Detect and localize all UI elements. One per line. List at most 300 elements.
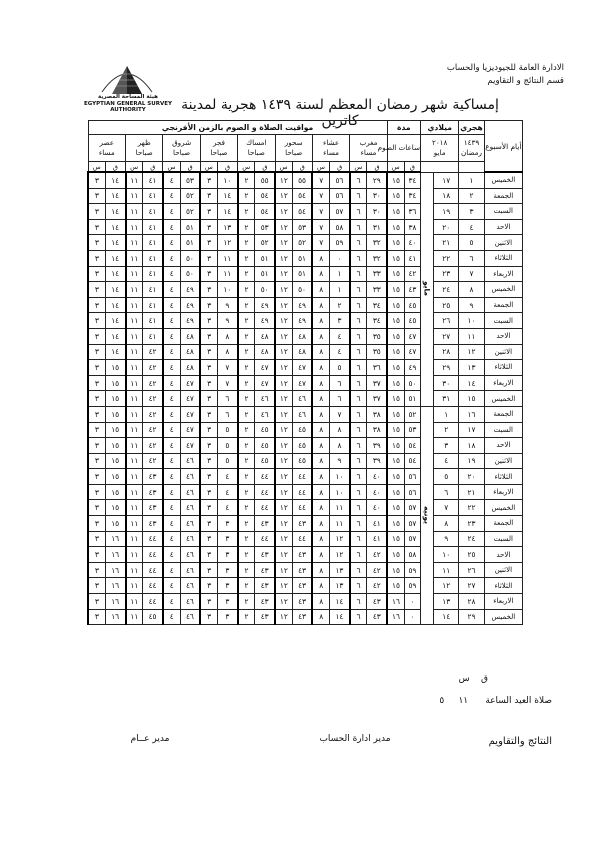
time-hours-cell: ١٢ [275, 500, 292, 516]
time-hours-cell: ١٥ [387, 469, 404, 485]
time-minutes-cell: ٤ [217, 469, 237, 485]
time-minutes-cell: ٥ [217, 453, 237, 469]
time-hours-cell: ٦ [350, 297, 367, 313]
time-hours-cell: ٢ [238, 438, 255, 454]
time-minutes-cell: ٤ [330, 328, 350, 344]
unit-s-header: س [275, 162, 292, 173]
time-hours-cell: ٣ [200, 469, 217, 485]
time-hours-cell: ٨ [312, 297, 329, 313]
time-minutes-cell: ١٤ [217, 188, 237, 204]
day-cell: الاربعاء [484, 266, 522, 282]
time-hours-cell: ٢ [238, 297, 255, 313]
time-hours-cell: ١٥ [387, 250, 404, 266]
time-hours-cell: ١١ [126, 391, 143, 407]
time-minutes-cell: ١٤ [105, 313, 125, 329]
time-minutes-cell: ٤٦ [180, 500, 200, 516]
time-hours-cell: ٦ [350, 282, 367, 298]
table-row [88, 188, 523, 204]
miladi-day-cell: ٧ [434, 500, 459, 516]
time-minutes-cell: ١٥ [105, 484, 125, 500]
time-hours-cell: ٤ [163, 453, 180, 469]
time-minutes-cell: ٤٣ [292, 562, 312, 578]
time-minutes-cell: ٤١ [143, 250, 163, 266]
time-hours-cell: ١١ [126, 375, 143, 391]
time-hours-cell: ٣ [200, 594, 217, 610]
hijri-day-cell: ٢٨ [459, 594, 484, 610]
time-hours-cell: ٢ [238, 594, 255, 610]
time-minutes-cell: ٤٠ [367, 500, 387, 516]
time-minutes-cell: ١٣ [330, 562, 350, 578]
miladi-day-cell: ١٢ [434, 578, 459, 594]
time-hours-cell: ١١ [126, 219, 143, 235]
time-hours-cell: ٦ [350, 375, 367, 391]
table-row [88, 594, 523, 610]
time-hours-cell: ٢ [238, 375, 255, 391]
hijri-day-cell: ١ [459, 172, 484, 188]
time-hours-cell: ٤ [163, 360, 180, 376]
time-minutes-cell: ٤٩ [292, 297, 312, 313]
time-minutes-cell: ١٤ [105, 188, 125, 204]
time-hours-cell: ٣ [200, 547, 217, 563]
time-hours-cell: ٦ [350, 188, 367, 204]
time-hours-cell: ١١ [126, 594, 143, 610]
time-hours-cell: ٣ [200, 344, 217, 360]
table-row [88, 266, 523, 282]
time-minutes-cell: ٤٨ [255, 328, 275, 344]
miladi-day-cell: ١٤ [434, 609, 459, 625]
month-label-june: يونيه [421, 406, 434, 624]
unit-s-header: س [126, 162, 143, 173]
time-hours-cell: ٦ [350, 360, 367, 376]
hijri-day-cell: ٢١ [459, 484, 484, 500]
time-hours-cell: ٦ [350, 344, 367, 360]
day-cell: الجمعة [484, 406, 522, 422]
time-minutes-cell: ١٢ [217, 235, 237, 251]
time-minutes-cell: ٠ [404, 594, 420, 610]
time-minutes-cell: ٣٧ [367, 375, 387, 391]
day-cell: الاثنين [484, 344, 522, 360]
time-hours-cell: ١٥ [387, 453, 404, 469]
time-minutes-cell: ٤٨ [180, 328, 200, 344]
signature-general-manager: مدير عــام [130, 734, 170, 744]
time-minutes-cell: ٤٤ [255, 500, 275, 516]
time-minutes-cell: ٣١ [367, 219, 387, 235]
time-hours-cell: ٦ [350, 406, 367, 422]
time-hours-cell: ١٢ [275, 344, 292, 360]
hijri-day-cell: ٢ [459, 188, 484, 204]
time-hours-cell: ٨ [312, 266, 329, 282]
time-minutes-cell: ٦ [217, 406, 237, 422]
time-minutes-cell: ٥٥ [292, 172, 312, 188]
time-hours-cell: ٢ [238, 204, 255, 220]
time-minutes-cell: ٤٤ [292, 469, 312, 485]
time-minutes-cell: ٥٢ [180, 188, 200, 204]
time-minutes-cell: ٦ [217, 391, 237, 407]
time-minutes-cell: ٥٨ [330, 219, 350, 235]
time-minutes-cell: ٤٦ [180, 453, 200, 469]
time-hours-cell: ٣ [200, 328, 217, 344]
time-hours-cell: ٣ [88, 188, 105, 204]
time-hours-cell: ٣ [200, 297, 217, 313]
unit-s-header: س [387, 162, 404, 173]
time-hours-cell: ٦ [350, 469, 367, 485]
eid-label: صلاة العيد الساعة [485, 696, 552, 706]
time-hours-cell: ١٥ [387, 282, 404, 298]
miladi-day-cell: ٢٢ [434, 250, 459, 266]
unit-s-header: س [200, 162, 217, 173]
day-cell: السبت [484, 313, 522, 329]
time-hours-cell: ٨ [312, 531, 329, 547]
miladi-day-cell: ٢ [434, 422, 459, 438]
time-hours-cell: ٤ [163, 250, 180, 266]
time-minutes-cell: ٣٣ [367, 282, 387, 298]
time-hours-cell: ٨ [312, 578, 329, 594]
table-row [88, 500, 523, 516]
time-hours-cell: ٣ [88, 500, 105, 516]
time-hours-cell: ٦ [350, 484, 367, 500]
time-minutes-cell: ١٣ [330, 578, 350, 594]
time-minutes-cell: ١٤ [105, 172, 125, 188]
time-hours-cell: ١٥ [387, 578, 404, 594]
time-hours-cell: ١٢ [275, 219, 292, 235]
time-minutes-cell: ٥٧ [404, 500, 420, 516]
time-minutes-cell: ١٦ [105, 609, 125, 625]
time-hours-cell: ٧ [312, 219, 329, 235]
time-minutes-cell: ٤٧ [292, 375, 312, 391]
time-minutes-cell: ٤٣ [292, 594, 312, 610]
time-minutes-cell: ٥٣ [292, 219, 312, 235]
time-minutes-cell: ٤٤ [143, 562, 163, 578]
miladi-day-cell: ١٣ [434, 594, 459, 610]
time-hours-cell: ٢ [238, 391, 255, 407]
time-minutes-cell: ٤٧ [292, 360, 312, 376]
time-hours-cell: ٤ [163, 578, 180, 594]
time-minutes-cell: ١٥ [105, 516, 125, 532]
time-hours-cell: ٧ [312, 188, 329, 204]
time-minutes-cell: ٤١ [143, 313, 163, 329]
organization-header [414, 62, 564, 88]
time-hours-cell: ١١ [126, 360, 143, 376]
hijri-day-cell: ١٠ [459, 313, 484, 329]
eid-unit-q: ق [481, 674, 488, 684]
table-row [88, 484, 523, 500]
day-cell: الخميس [484, 391, 522, 407]
time-minutes-cell: ٥٨ [404, 547, 420, 563]
time-minutes-cell: ٣٠ [367, 188, 387, 204]
time-minutes-cell: ٤٤ [255, 484, 275, 500]
time-minutes-cell: ٣ [217, 562, 237, 578]
time-hours-cell: ١١ [126, 609, 143, 625]
time-hours-cell: ١١ [126, 172, 143, 188]
table-row [88, 360, 523, 376]
time-hours-cell: ٦ [350, 500, 367, 516]
time-minutes-cell: ٤٨ [292, 328, 312, 344]
time-minutes-cell: ١٥ [105, 391, 125, 407]
time-hours-cell: ٤ [163, 282, 180, 298]
time-hours-cell: ٣ [88, 297, 105, 313]
time-hours-cell: ١٥ [387, 328, 404, 344]
table-row [88, 406, 523, 422]
time-minutes-cell: ١٥ [105, 360, 125, 376]
day-cell: الاثنين [484, 453, 522, 469]
time-minutes-cell: ٤٦ [180, 547, 200, 563]
unit-q-header: ق [143, 162, 163, 173]
time-hours-cell: ١١ [126, 500, 143, 516]
time-hours-cell: ٣ [200, 500, 217, 516]
time-hours-cell: ٤ [163, 484, 180, 500]
time-hours-cell: ١٥ [387, 172, 404, 188]
eid-unit-labels [428, 674, 488, 684]
time-hours-cell: ٧ [312, 172, 329, 188]
time-minutes-cell: ٤١ [143, 328, 163, 344]
time-minutes-cell: ٤٢ [367, 547, 387, 563]
time-hours-cell: ٤ [163, 406, 180, 422]
time-hours-cell: ١٥ [387, 406, 404, 422]
time-hours-cell: ٣ [200, 578, 217, 594]
unit-q-header: ق [404, 162, 420, 173]
time-minutes-cell: ٣ [217, 594, 237, 610]
time-minutes-cell: ٤٥ [143, 609, 163, 625]
day-cell: الخميس [484, 500, 522, 516]
time-hours-cell: ١٥ [387, 375, 404, 391]
time-hours-cell: ٣ [200, 250, 217, 266]
time-minutes-cell: ٤٠ [367, 484, 387, 500]
time-hours-cell: ٣ [88, 282, 105, 298]
time-hours-cell: ٧ [312, 235, 329, 251]
time-hours-cell: ٣ [88, 235, 105, 251]
time-hours-cell: ٣ [88, 391, 105, 407]
miladi-day-cell: ٢٤ [434, 282, 459, 298]
time-minutes-cell: ٤٢ [143, 360, 163, 376]
time-minutes-cell: ٤٦ [255, 406, 275, 422]
table-row [88, 516, 523, 532]
time-minutes-cell: ١٦ [105, 578, 125, 594]
time-hours-cell: ٣ [88, 594, 105, 610]
miladi-day-cell: ٢١ [434, 235, 459, 251]
time-minutes-cell: ١٤ [105, 250, 125, 266]
day-cell: الجمعة [484, 297, 522, 313]
day-cell: الاربعاء [484, 594, 522, 610]
time-hours-cell: ١١ [126, 313, 143, 329]
hijri-day-cell: ١٥ [459, 391, 484, 407]
time-hours-cell: ١١ [126, 516, 143, 532]
time-minutes-cell: ١٥ [105, 422, 125, 438]
time-minutes-cell: ٤٥ [255, 422, 275, 438]
time-minutes-cell: ٧ [217, 360, 237, 376]
time-minutes-cell: ٤٤ [143, 547, 163, 563]
time-hours-cell: ٢ [238, 266, 255, 282]
time-hours-cell: ٢ [238, 250, 255, 266]
day-cell: الجمعة [484, 516, 522, 532]
time-minutes-cell: ٤٦ [292, 391, 312, 407]
table-row [88, 328, 523, 344]
time-minutes-cell: ٤٢ [404, 266, 420, 282]
time-hours-cell: ١٢ [275, 266, 292, 282]
time-minutes-cell: ٤٥ [404, 297, 420, 313]
time-minutes-cell: ٥٤ [255, 188, 275, 204]
time-minutes-cell: ٤٧ [180, 422, 200, 438]
time-hours-cell: ١٦ [387, 594, 404, 610]
time-hours-cell: ٦ [350, 250, 367, 266]
time-hours-cell: ٢ [238, 188, 255, 204]
time-minutes-cell: ٤٣ [367, 594, 387, 610]
time-minutes-cell: ٤٣ [143, 500, 163, 516]
time-minutes-cell: ٧ [217, 375, 237, 391]
time-minutes-cell: ٤٣ [255, 594, 275, 610]
time-minutes-cell: ١٤ [105, 204, 125, 220]
time-minutes-cell: ١٥ [105, 375, 125, 391]
col-header-miladi: ميلادي [421, 121, 459, 135]
time-hours-cell: ٨ [312, 406, 329, 422]
time-minutes-cell: ٤٦ [180, 609, 200, 625]
time-hours-cell: ١١ [126, 578, 143, 594]
time-minutes-cell: ١٦ [105, 531, 125, 547]
time-minutes-cell: ٤٦ [180, 562, 200, 578]
time-minutes-cell: ٤٩ [404, 360, 420, 376]
table-row [88, 531, 523, 547]
day-cell: الخميس [484, 609, 522, 625]
time-minutes-cell: ١٤ [105, 297, 125, 313]
time-hours-cell: ٣ [88, 438, 105, 454]
time-minutes-cell: ١٤ [105, 282, 125, 298]
time-hours-cell: ٨ [312, 344, 329, 360]
hijri-day-cell: ٣ [459, 204, 484, 220]
time-hours-cell: ١٢ [275, 250, 292, 266]
time-minutes-cell: ٥٤ [404, 438, 420, 454]
logo-english-2: AUTHORITY [110, 107, 146, 113]
time-hours-cell: ١٥ [387, 516, 404, 532]
time-minutes-cell: ٤٣ [255, 578, 275, 594]
time-minutes-cell: ٤٨ [255, 344, 275, 360]
time-minutes-cell: ٥٢ [180, 204, 200, 220]
time-hours-cell: ٣ [88, 531, 105, 547]
time-hours-cell: ٣ [88, 562, 105, 578]
time-hours-cell: ١٢ [275, 453, 292, 469]
time-hours-cell: ١١ [126, 204, 143, 220]
time-hours-cell: ١١ [126, 422, 143, 438]
hijri-day-cell: ٢٤ [459, 531, 484, 547]
time-minutes-cell: ٥٦ [330, 188, 350, 204]
time-minutes-cell: ٤٤ [143, 594, 163, 610]
time-hours-cell: ٧ [312, 204, 329, 220]
time-hours-cell: ١٢ [275, 235, 292, 251]
table-row [88, 375, 523, 391]
hijri-day-cell: ٤ [459, 219, 484, 235]
miladi-day-cell: ١٩ [434, 204, 459, 220]
time-hours-cell: ٣ [88, 609, 105, 625]
time-minutes-cell: ٢ [330, 297, 350, 313]
time-minutes-cell: ٤٩ [255, 313, 275, 329]
day-cell: الاحد [484, 328, 522, 344]
time-minutes-cell: ٥٤ [404, 453, 420, 469]
time-hours-cell: ٣ [88, 360, 105, 376]
time-hours-cell: ٨ [312, 609, 329, 625]
time-minutes-cell: ٤٦ [180, 484, 200, 500]
time-minutes-cell: ٤٣ [292, 609, 312, 625]
time-hours-cell: ١٥ [387, 422, 404, 438]
day-cell: الخميس [484, 282, 522, 298]
time-hours-cell: ٨ [312, 328, 329, 344]
time-hours-cell: ٤ [163, 344, 180, 360]
time-minutes-cell: ١٤ [330, 609, 350, 625]
eid-hour: ٥ [439, 696, 445, 706]
time-minutes-cell: ٥١ [292, 250, 312, 266]
time-hours-cell: ١٢ [275, 406, 292, 422]
miladi-day-cell: ٢٠ [434, 219, 459, 235]
time-hours-cell: ١١ [126, 344, 143, 360]
time-hours-cell: ٢ [238, 422, 255, 438]
time-minutes-cell: ٤٥ [255, 438, 275, 454]
time-minutes-cell: ٤٣ [367, 609, 387, 625]
time-minutes-cell: ٤٢ [367, 562, 387, 578]
col-header-miladi-sub: ٢٠١٨ مايو [421, 135, 459, 162]
time-minutes-cell: ٥١ [255, 250, 275, 266]
time-hours-cell: ١١ [126, 266, 143, 282]
time-hours-cell: ٦ [350, 594, 367, 610]
time-hours-cell: ٨ [312, 469, 329, 485]
table-row [88, 235, 523, 251]
time-minutes-cell: ١٤ [217, 204, 237, 220]
time-hours-cell: ١٢ [275, 375, 292, 391]
col-header-dhuhr: ظهر صباحا [126, 135, 163, 162]
miladi-day-cell: ٥ [434, 469, 459, 485]
time-minutes-cell: ٥٠ [180, 266, 200, 282]
time-minutes-cell: ٤ [330, 344, 350, 360]
time-minutes-cell: ٤٦ [292, 406, 312, 422]
time-hours-cell: ١٥ [387, 500, 404, 516]
time-hours-cell: ٣ [200, 375, 217, 391]
time-minutes-cell: ٤٤ [292, 531, 312, 547]
time-hours-cell: ٣ [200, 204, 217, 220]
miladi-day-cell: ٢٦ [434, 313, 459, 329]
time-minutes-cell: ٤٧ [255, 360, 275, 376]
time-minutes-cell: ٤٤ [292, 484, 312, 500]
hijri-day-cell: ٢٠ [459, 469, 484, 485]
time-minutes-cell: ٥٢ [292, 235, 312, 251]
time-hours-cell: ١٥ [387, 235, 404, 251]
miladi-day-cell: ٣٠ [434, 375, 459, 391]
time-hours-cell: ١٢ [275, 594, 292, 610]
day-cell: السبت [484, 531, 522, 547]
time-hours-cell: ١١ [126, 235, 143, 251]
time-minutes-cell: ١٤ [105, 344, 125, 360]
time-hours-cell: ١٥ [387, 360, 404, 376]
time-hours-cell: ١٥ [387, 204, 404, 220]
time-hours-cell: ٦ [350, 204, 367, 220]
imsakiya-table [87, 120, 523, 625]
time-hours-cell: ٤ [163, 438, 180, 454]
time-hours-cell: ١٢ [275, 438, 292, 454]
time-hours-cell: ٣ [88, 250, 105, 266]
time-minutes-cell: ١٥ [105, 469, 125, 485]
hijri-day-cell: ١١ [459, 328, 484, 344]
time-minutes-cell: ١٤ [105, 235, 125, 251]
time-minutes-cell: ٣٦ [367, 360, 387, 376]
time-minutes-cell: ٤٣ [255, 562, 275, 578]
time-minutes-cell: ٤٢ [143, 391, 163, 407]
time-hours-cell: ٨ [312, 453, 329, 469]
time-minutes-cell: ٥٠ [404, 375, 420, 391]
time-minutes-cell: ٤٢ [143, 375, 163, 391]
hijri-day-cell: ٨ [459, 282, 484, 298]
time-minutes-cell: ٥٦ [330, 172, 350, 188]
time-hours-cell: ٨ [312, 516, 329, 532]
time-minutes-cell: ٤ [217, 484, 237, 500]
col-header-isha: عشاء مساء [312, 135, 349, 162]
time-hours-cell: ١١ [126, 250, 143, 266]
time-minutes-cell: ٦ [330, 391, 350, 407]
time-minutes-cell: ٤٩ [255, 297, 275, 313]
